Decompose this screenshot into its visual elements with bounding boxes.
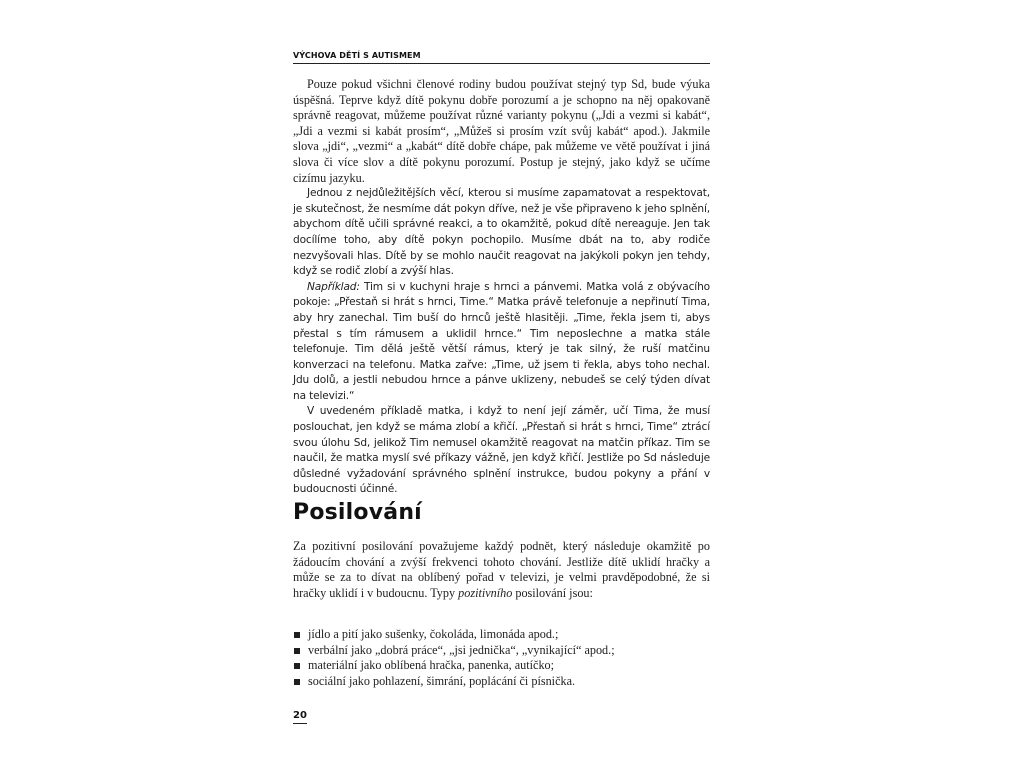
list-item-text: jídlo a pití jako sušenky, čokoláda, limonáda apod.;	[308, 627, 559, 641]
section-intro	[293, 539, 710, 601]
example-paragraph	[293, 280, 710, 405]
square-bullet-icon	[294, 663, 300, 669]
paragraph: V uvedeném příkladě matka, i když to není její záměr, učí Tima, že musí poslouchat, jen když se máma zlobí a křičí. „Přestaň si hrát s hrnci, Time“ ztrácí svou úlohu Sd, jelikož Tim nemusel okamžitě reagovat na matčin příkaz. Tim se naučil, že matka myslí své příkazy vážně, jen když křičí. Jestliže po Sd následuje důsledné vyžadování správného splnění instrukce, budou pokyny a přání v budoucnosti účinné.	[293, 405, 710, 496]
list-item	[293, 643, 710, 659]
list-item-text: materiální jako oblíbená hračka, panenka, autíčko;	[308, 658, 555, 673]
list-item-text: sociální jako pohlazení, šimrání, poplácání či písnička.	[308, 673, 576, 688]
section-paragraph	[293, 539, 710, 601]
example-text: Tim si v kuchyni hraje s hrnci a pánvemi. Matka volá z obývacího pokoje: „Přestaň si hrát s hrnci, Time.“ Matka právě telefonuje a nepřinutí Tima, aby hry zanechal. Tim buší do hrnců ještě hlasitěji. „Time, řekla jsem ti, abys přestal s tím rámusem a uklidil hrnce.“ Tim neposlechne a matka stále telefonuje. Tim dělá ještě větší rámus, který je tak silný, že ruší matčinu konverzaci na telefonu. Matka zařve: „Time, už jsem ti řekla, abys toho nechal. Jdu dolů, a jestli nebudou hrnce a pánve uklizeny, nebudeš se celý týden dívat na televizi.“	[293, 280, 710, 402]
list-item	[293, 627, 710, 643]
square-bullet-icon	[294, 648, 300, 654]
running-header: VÝCHOVA DĚTÍ S AUTISMEM	[293, 51, 710, 64]
square-bullet-icon	[294, 679, 300, 685]
list-item	[293, 658, 710, 674]
page-number: 20	[293, 710, 307, 724]
body-text	[293, 77, 710, 498]
section-heading: Posilování	[293, 500, 422, 525]
list-item	[293, 674, 710, 690]
square-bullet-icon	[294, 632, 300, 638]
reinforcement-types-list	[293, 627, 710, 689]
intro-emphasis: pozitivního	[458, 585, 513, 600]
paragraph: Pouze pokud všichni členové rodiny budou používat stejný typ Sd, bude výuka úspěšná. Teprve když dítě pokynu dobře porozumí a je schopno na něj opakovaně správně reagovat, můžeme používat různé varianty pokynu („Jdi a vezmi si kabát“, „Jdi a vezmi si kabát prosím“, „Můžeš si prosím vzít svůj kabát“ apod.). Jakmile slova „jdi“, „vezmi“ a „kabát“ dítě dobře chápe, pak můžeme ve větě používat i jiná slova či více slov a dítě pokynu porozumí. Postup je stejný, jako když se učíme cizímu jazyku.	[293, 77, 710, 185]
paragraph: Jednou z nejdůležitějších věcí, kterou si musíme zapamatovat a respektovat, je skutečnost, že nesmíme dát pokyn dříve, než je vše připraveno k jeho splnění, abychom dítě učili správné reakci, a to okamžitě, pokud dítě nereaguje. Jen tak docílíme toho, aby dítě pokyn pochopilo. Musíme dbát na to, aby rodiče nezvyšovali hlas. Dítě by se mohlo naučit reagovat na jakýkoli pokyn jen tehdy, když se rodič zlobí a zvýší hlas.	[293, 187, 710, 278]
intro-text-start: Za pozitivní posilování považujeme každý podnět, který následuje okamžitě po žádoucím chování a zvýší frekvenci tohoto chování. Jestliže dítě uklidí hračky a může se za to dívat na oblíbený pořad v televizi, je velmi pravděpodobné, že si hračky uklidí i v budoucnu. Typy	[293, 539, 710, 600]
list-item-text: verbální jako „dobrá práce“, „jsi jednička“, „vynikající“ apod.;	[308, 642, 615, 657]
example-label: Například:	[307, 280, 360, 293]
intro-text-end: posilování jsou:	[512, 585, 593, 600]
